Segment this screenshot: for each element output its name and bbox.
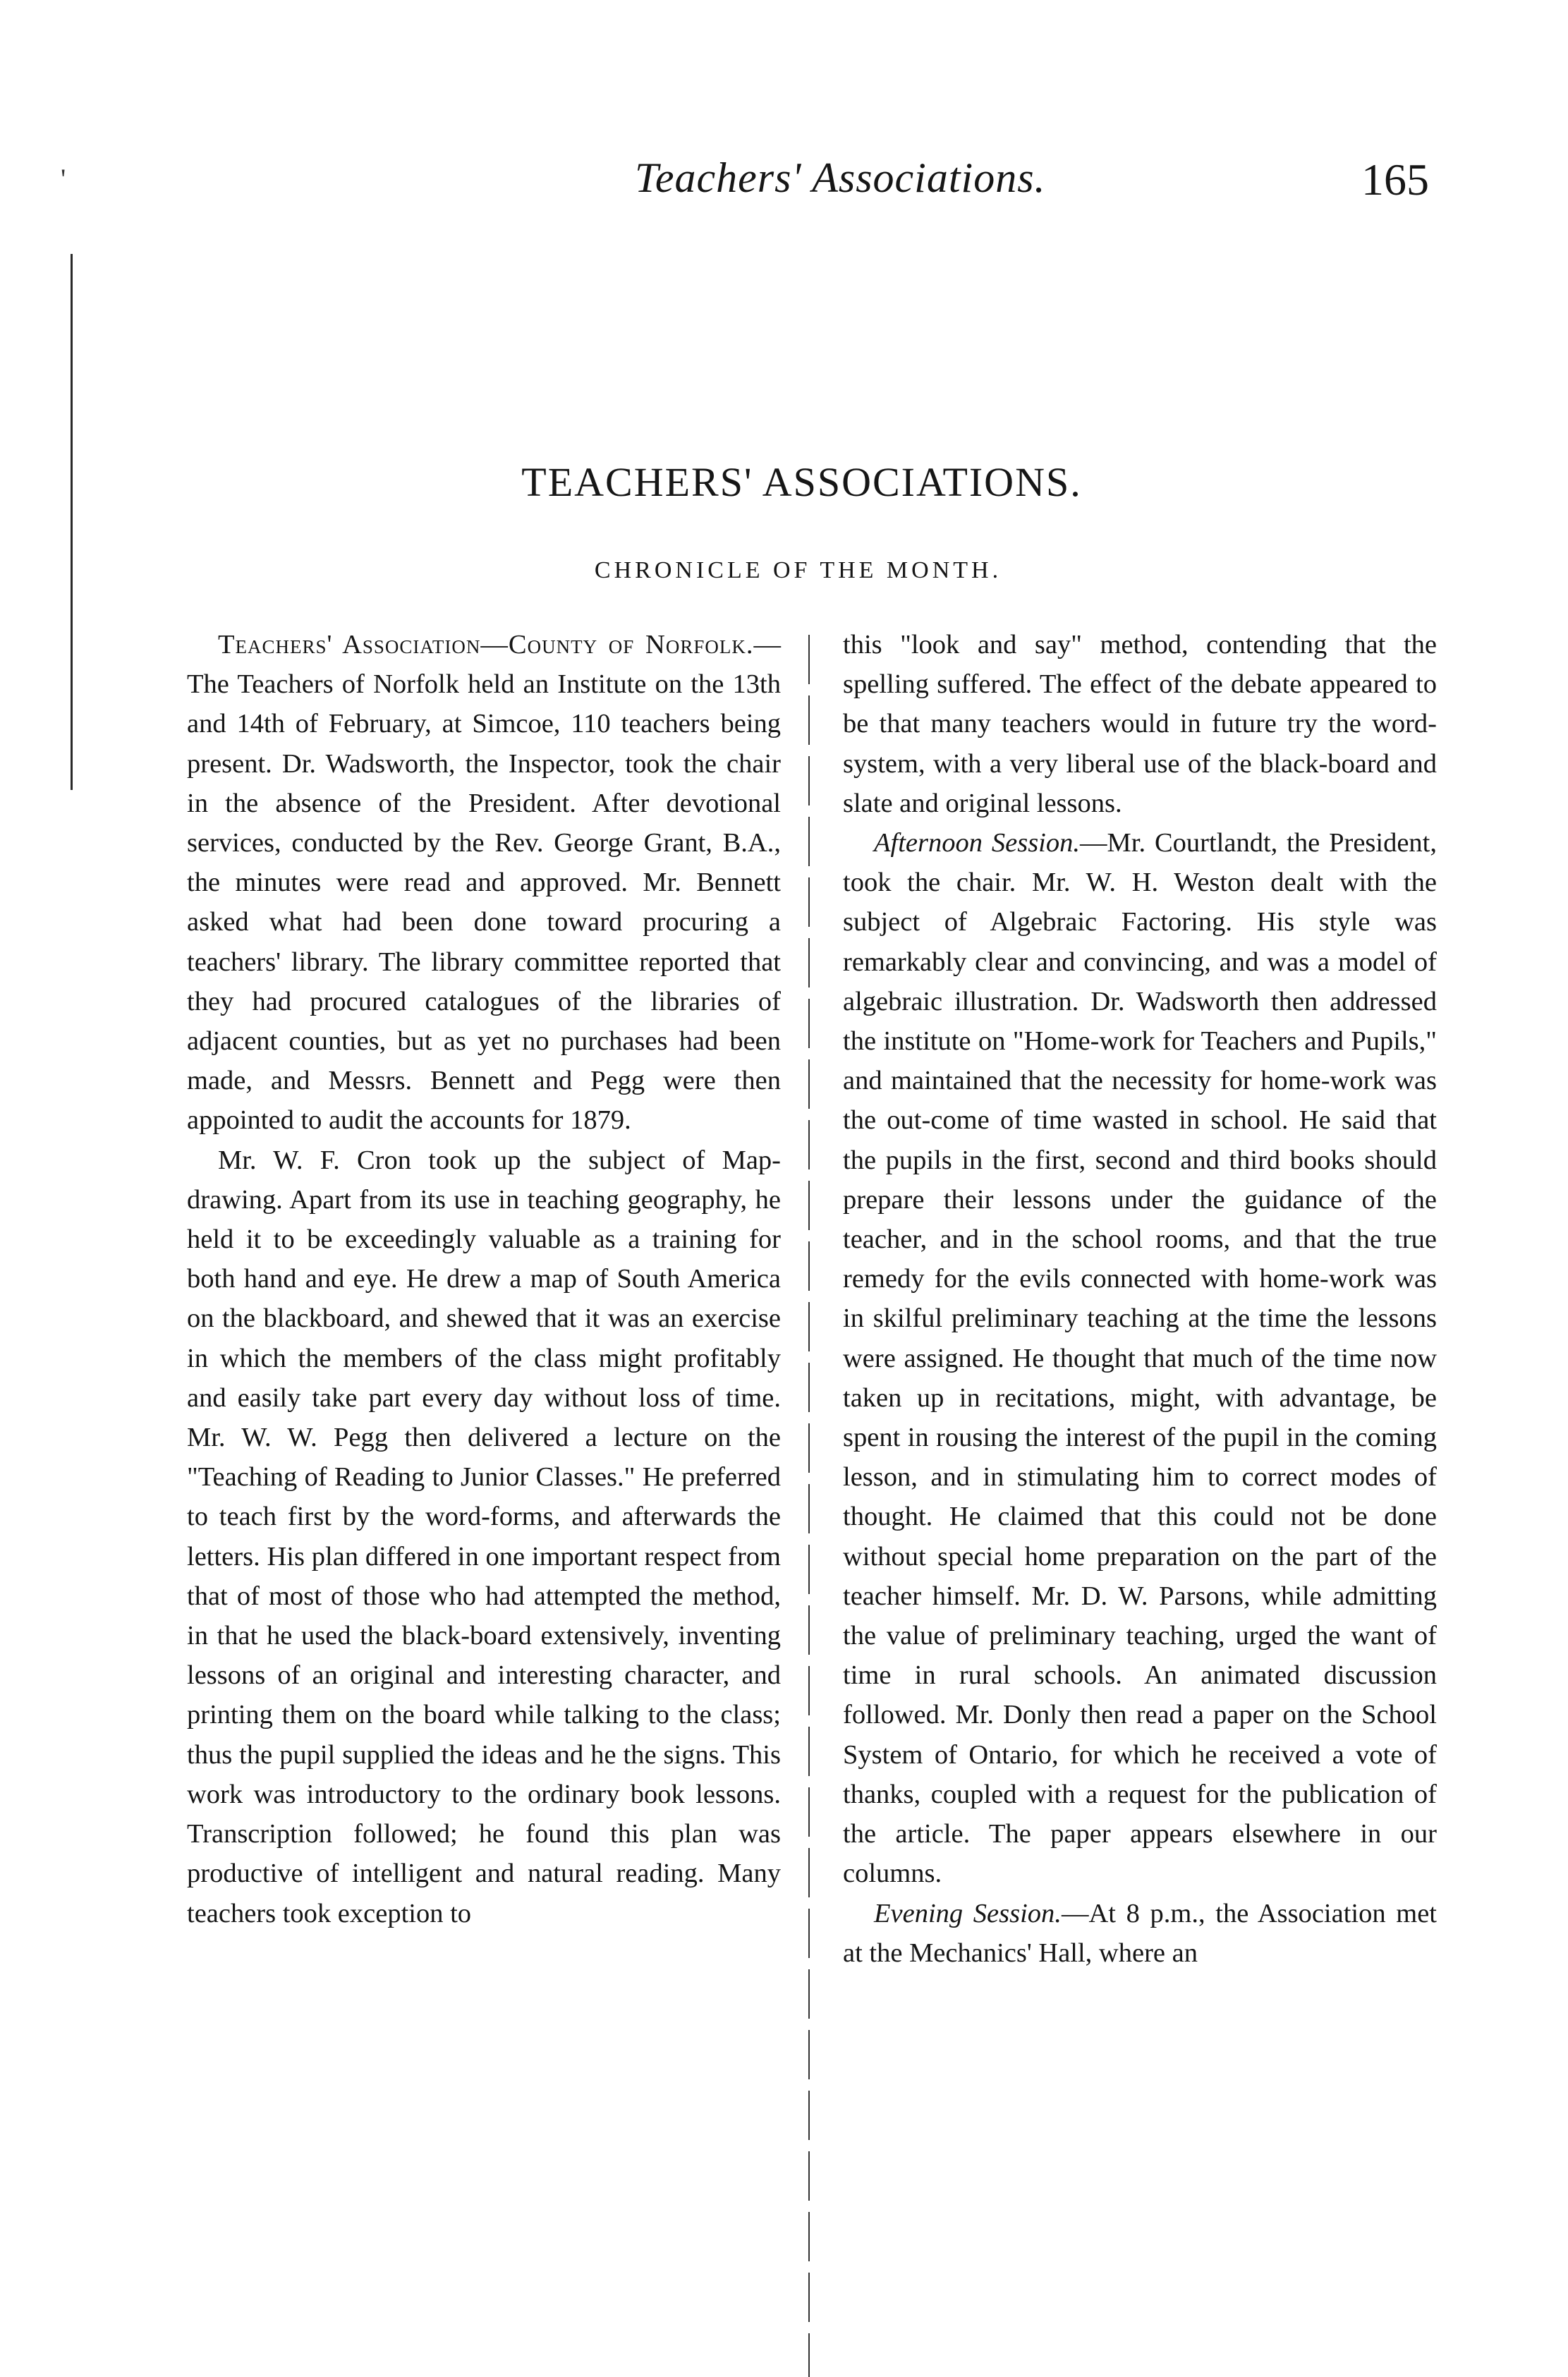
- section-lead-afternoon: Afternoon Session.: [874, 828, 1081, 858]
- paragraph-afternoon-session: [843, 823, 1437, 1893]
- right-column: [843, 625, 1437, 1973]
- article-subheading: CHRONICLE OF THE MONTH.: [594, 557, 1002, 583]
- binding-edge-line: [71, 254, 73, 790]
- paragraph-evening-session: [843, 1894, 1437, 1973]
- running-head: [0, 154, 1568, 210]
- section-lead-norfolk: Teachers' Association—County of Norfolk.: [218, 630, 754, 659]
- stray-mark: ': [61, 163, 66, 195]
- paragraph-text: —At 8 p.m., the Association met at the Mechanics' Hall, where an: [843, 1898, 1438, 1968]
- paragraph-map-drawing: Mr. W. F. Cron took up the subject of Map-drawing. Apart from its use in teaching geography, he held it to be exceedingly valuable as a training for both hand and eye. He drew a map of South America on the blackboard, and shewed that it was an exercise in which the members of the class might profitably and easily take part every day without loss of time. Mr. W. W. Pegg then delivered a lecture on the "Teaching of Reading to Junior Classes." He preferred to teach first by the word-forms, and afterwards the letters. His plan differed in one important respect from that of most of those who had attempted the method, in that he used the black-board extensively, inventing lessons of an original and interesting character, and printing them on the board while talking to the class; thus the pupil supplied the ideas and he the signs. This work was introductory to the ordinary book lessons. Transcription followed; he found this plan was productive of intelligent and natural reading. Many teachers took exception to: [187, 1145, 781, 1928]
- paragraph-norfolk: [187, 625, 781, 1141]
- article-heading: TEACHERS' ASSOCIATIONS.: [521, 459, 1082, 505]
- column-divider: [808, 635, 810, 2377]
- paragraph-text: —The Teachers of Norfolk held an Institute on the 13th and 14th of February, at Simcoe, 110 teachers being present. Dr. Wadsworth, the Inspector, took the chair in the absence of the President. After devotional services, conducted by the Rev. George Grant, B.A., the minutes were read and approved. Mr. Bennett asked what had been done toward procuring a teachers' library. The library committee reported that they had procured catalogues of the libraries of adjacent counties, but as yet no purchases had been made, and Messrs. Bennett and Pegg were then appointed to audit the accounts for 1879.: [187, 630, 781, 1136]
- section-lead-evening: Evening Session.: [874, 1898, 1062, 1928]
- paragraph-text: —Mr. Courtlandt, the President, took the chair. Mr. W. H. Weston dealt with the subject of Algebraic Factoring. His style was remarkably clear and convincing, and was a model of algebraic illustration. Dr. Wadsworth then addressed the institute on "Home-work for Teachers and Pupils," and maintained that the necessity for home-work was the out-come of time wasted in school. He said that the pupils in the first, second and third books should prepare their lessons under the guidance of the teacher, and in the school rooms, and that the true remedy for the evils connected with home-work was in skilful preliminary teaching at the time the lessons were assigned. He thought that much of the time now taken up in recitations, might, with advantage, be spent in rousing the interest of the pupil in the coming lesson, and in stimulating him to correct modes of thought. He claimed that this could not be done without special home preparation on the part of the teacher himself. Mr. D. W. Parsons, while admitting the value of preliminary teaching, urged the want of time in rural schools. An animated discussion followed. Mr. Donly then read a paper on the School System of Ontario, for which he received a vote of thanks, coupled with a request for the publication of the article. The paper appears elsewhere in our columns.: [843, 828, 1438, 1889]
- page-number: 165: [1361, 154, 1429, 205]
- paragraph-continued: this "look and say" method, contending that the spelling suffered. The effect of the debate appeared to be that many teachers would in future try the word-system, with a very liberal use of the black-board and slate and original lessons.: [843, 630, 1437, 818]
- running-head-title: Teachers' Associations.: [635, 154, 1046, 201]
- left-column: [187, 625, 781, 1933]
